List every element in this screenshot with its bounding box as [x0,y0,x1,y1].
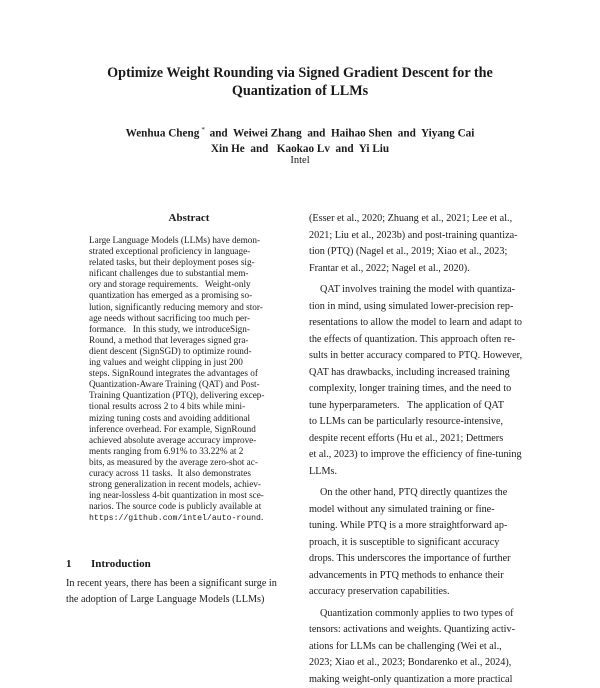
title-line: Quantization of LLMs [60,82,540,100]
abstract-line: nificant challenges due to substantial mem- [89,268,289,279]
abstract-line: curacy across 11 tasks. It also demonstrates [89,468,289,479]
paragraph [309,485,538,601]
abstract-line: Large Language Models (LLMs) have demon- [89,235,289,246]
abstract-line: strong generalization in recent models, achiev- [89,479,289,490]
abstract-line: achieved absolute average accuracy improve- [89,435,289,446]
author-line: Xin He and Kaokao Lv and Yi Liu [60,142,540,157]
abstract-body [89,235,289,524]
body-line: Quantization commonly applies to two types of [309,606,538,623]
abstract-line: ing values and weight clipping in just 200 [89,357,289,368]
body-line: complexity, longer training times, and the need to [309,381,538,398]
body-line: drops. This underscores the importance of further [309,551,538,568]
body-line: the effects of quantization. This approach often re- [309,332,538,349]
body-line: to LLMs can be particularly resource-intensive, [309,414,538,431]
abstract-line: Quantization-Aware Training (QAT) and Post- [89,379,289,390]
body-line: proach, it is susceptible to significant accuracy [309,535,538,552]
body-line: et al., 2023) to improve the efficiency of fine-tuning [309,447,538,464]
body-line: ations for LLMs can be challenging (Wei et al., [309,639,538,656]
body-line: 2023; Xiao et al., 2023; Bondarenko et al., 2024), [309,655,538,672]
first-author: Wenhua Cheng [126,128,200,140]
section-title: Introduction [91,558,151,570]
body-line: On the other hand, PTQ directly quantizes the [309,485,538,502]
abstract-line: Training Quantization (PTQ), delivering excep- [89,390,289,401]
introduction-body [66,576,292,609]
right-column [309,211,538,688]
body-line: tune hyperparameters. The application of QAT [309,398,538,415]
body-line: sults in better accuracy compared to PTQ. However, [309,348,538,365]
body-line: tuning. While PTQ is a more straightforward ap- [309,518,538,535]
body-line: making weight-only quantization a more practical [309,672,538,688]
paragraph [309,606,538,688]
body-line: QAT involves training the model with quantiza- [309,282,538,299]
body-line: Frantar et al., 2022; Nagel et al., 2020). [309,261,538,278]
affiliation: Intel [60,154,540,168]
abstract-line: strated exceptional proficiency in language- [89,246,289,257]
abstract-line: ments ranging from 6.91% to 33.22% at 2 [89,446,289,457]
body-line: resentations to allow the model to learn and adapt to [309,315,538,332]
abstract-heading: Abstract [89,211,289,225]
abstract-line: mizing tuning costs and avoiding additional [89,413,289,424]
abstract-line: dient descent (SignSGD) to optimize round- [89,346,289,357]
body-line: tensors: activations and weights. Quantizing activ- [309,622,538,639]
abstract-line: related tasks, but their deployment poses sig- [89,257,289,268]
body-line: (Esser et al., 2020; Zhuang et al., 2021; Lee et al., [309,211,538,228]
paper-title [60,64,540,100]
body-line: LLMs. [309,464,538,481]
body-line: despite recent efforts (Hu et al., 2021; Dettmers [309,431,538,448]
body-line: tion in mind, using simulated lower-precision rep- [309,299,538,316]
author-list [60,123,540,157]
abstract-line: tional results across 2 to 4 bits while mini- [89,401,289,412]
body-line: advancements in PTQ methods to enhance their [309,568,538,585]
body-line: QAT has drawbacks, including increased training [309,365,538,382]
abstract-line: Round, a method that leverages signed gra- [89,335,289,346]
abstract-line: lution, significantly reducing memory and stor- [89,302,289,313]
intro-line: In recent years, there has been a significant surge in [66,576,292,592]
section-number: 1 [66,557,91,571]
abstract-line: ing near-lossless 4-bit quantization in most sce- [89,490,289,501]
paragraph [309,211,538,277]
abstract-line: formance. In this study, we introduceSign- [89,324,289,335]
abstract-line: bits, as measured by the average zero-shot ac- [89,457,289,468]
section-heading [66,557,151,571]
code-url-link[interactable]: https://github.com/intel/auto-round [89,514,261,523]
abstract-line: age needs without sacrificing too much per- [89,313,289,324]
body-line: accuracy preservation capabilities. [309,584,538,601]
paragraph [309,282,538,480]
other-authors: and Weiwei Zhang and Haihao Shen and Yiyang Cai [210,128,475,140]
code-url-period: . [261,512,263,522]
abstract-line: quantization has emerged as a promising so- [89,290,289,301]
intro-line: the adoption of Large Language Models (LLMs) [66,592,292,608]
corresponding-author-mark: * [201,126,205,134]
body-line: model without any simulated training or fine- [309,502,538,519]
abstract-line: ory and storage requirements. Weight-only [89,279,289,290]
abstract-line: inference overhead. For example, SignRound [89,424,289,435]
abstract-line: steps. SignRound integrates the advantages of [89,368,289,379]
abstract-line: narios. The source code is publicly available at [89,501,289,512]
author-line [60,123,540,142]
abstract-line [89,512,289,524]
body-line: 2021; Liu et al., 2023b) and post-training quantiza- [309,228,538,245]
body-line: tion (PTQ) (Nagel et al., 2019; Xiao et al., 2023; [309,244,538,261]
title-line: Optimize Weight Rounding via Signed Gradient Descent for the [60,64,540,82]
